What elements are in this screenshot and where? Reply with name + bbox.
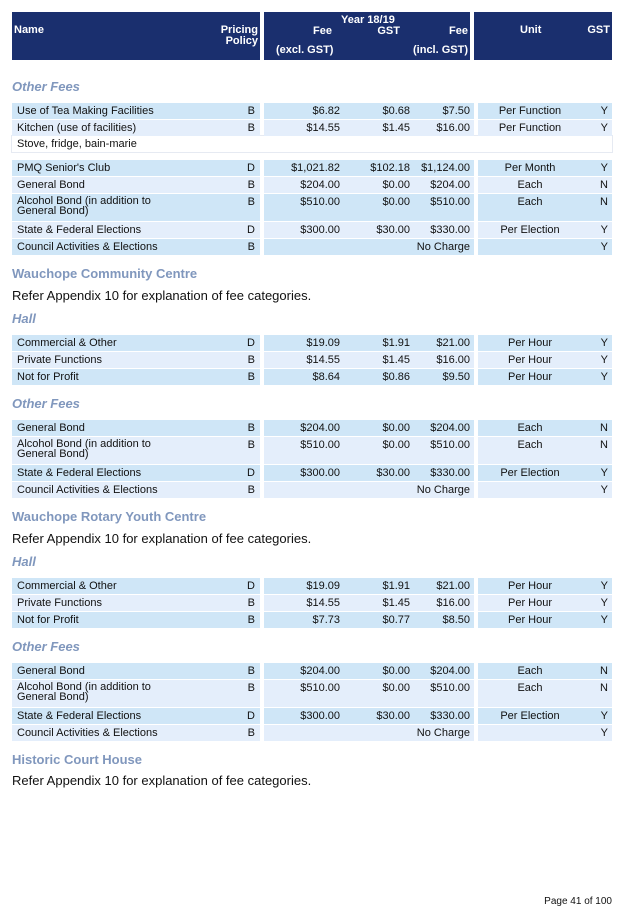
row-gst-flag: Y [600,597,608,609]
row-gst: $1.45 [382,354,410,366]
row-name-cell [12,120,260,136]
section-title-other-fees-1: Other Fees [12,79,80,94]
table-row [12,725,612,741]
row-unit-cell [478,612,612,628]
row-unit-cell [478,222,612,238]
row-fees-cell [264,680,474,707]
row-no-charge: No Charge [416,484,470,496]
row-unit: Per Hour [507,614,553,626]
row-fee-excl: $7.73 [312,614,340,626]
row-pricing-policy: B [247,665,255,677]
row-name: Not for Profit [17,371,79,383]
row-unit-cell [478,482,612,498]
row-name: Alcohol Bond (in addition to General Bond) [17,195,151,217]
row-gst-flag: N [600,682,608,694]
row-gst-flag: Y [600,337,608,349]
row-name: Use of Tea Making Facilities [17,105,154,117]
header-fee-incl-line1: Fee [449,25,468,37]
row-gst: $30.00 [376,710,410,722]
row-name: Commercial & Other [17,580,117,592]
row-name-cell [12,595,260,611]
row-gst-flag: Y [600,105,608,117]
row-gst-flag: Y [600,467,608,479]
row-gst: $0.00 [382,196,410,208]
row-unit: Per Election [500,467,560,479]
row-gst: $0.00 [382,682,410,694]
row-no-charge: No Charge [416,727,470,739]
row-name: State & Federal Elections [17,224,142,236]
row-fees-cell [264,420,474,436]
row-no-charge: No Charge [416,241,470,253]
table-row [12,352,612,368]
section-title-hall-2: Hall [12,554,36,569]
row-gst-flag: Y [600,241,608,253]
row-gst: $1.91 [382,580,410,592]
row-gst-flag: Y [600,614,608,626]
row-pricing-policy: B [247,354,255,366]
row-name: Alcohol Bond (in addition to General Bond) [17,681,151,703]
row-name-cell [12,369,260,385]
row-gst: $0.77 [382,614,410,626]
header-fee-incl-line2: (incl. GST) [413,44,468,56]
table-row [12,160,612,176]
table-header [12,12,260,60]
row-name-cell [12,103,260,119]
row-fees-cell [264,369,474,385]
table-row [12,663,612,679]
row-fees-cell [264,708,474,724]
row-fee-incl: $1,124.00 [421,162,470,174]
row-pricing-policy: B [247,422,255,434]
row-unit-cell [478,680,612,707]
header-gst-flag: GST [587,24,610,36]
row-unit: Each [517,665,543,677]
table-header-fees [264,12,470,60]
header-fee-excl-line2: (excl. GST) [276,44,334,56]
row-fees-cell [264,194,474,221]
row-unit-cell [478,663,612,679]
row-fee-excl: $14.55 [306,122,340,134]
row-pricing-policy: B [247,122,255,134]
row-fee-excl: $19.09 [306,337,340,349]
row-gst: $1.45 [382,597,410,609]
row-name: General Bond [17,422,85,434]
row-gst: $0.00 [382,665,410,677]
section-title-other-fees-2: Other Fees [12,396,80,411]
row-name-cell [12,680,260,707]
table-row [12,120,612,136]
row-unit: Per Election [500,710,560,722]
table-row [12,369,612,385]
table-row [12,612,612,628]
row-name: Council Activities & Elections [17,727,158,739]
row-name: Not for Profit [17,614,79,626]
row-unit-cell [478,437,612,464]
row-unit-cell [478,103,612,119]
venue2-refer-text: Refer Appendix 10 for explanation of fee categories. [12,531,312,546]
row-fees-cell [264,177,474,193]
row-fees-cell [264,120,474,136]
table-row [12,239,612,255]
row-unit: Each [517,439,543,451]
section-title-other-fees-3: Other Fees [12,639,80,654]
row-gst: $0.68 [382,105,410,117]
row-name-cell [12,725,260,741]
row-fee-incl: $330.00 [430,224,470,236]
row-name-cell [12,612,260,628]
row-unit: Per Function [498,105,562,117]
row-unit: Per Hour [507,354,553,366]
row-gst-flag: N [600,665,608,677]
row-gst-flag: N [600,439,608,451]
row-fee-excl: $204.00 [300,422,340,434]
table-row-note [12,136,612,152]
row-name-cell [12,239,260,255]
row-fee-excl: $300.00 [300,224,340,236]
row-fee-excl: $204.00 [300,179,340,191]
row-unit-cell [478,369,612,385]
table-row [12,420,612,436]
row-name: Council Activities & Elections [17,484,158,496]
row-name-cell [12,177,260,193]
row-fee-excl: $510.00 [300,439,340,451]
table-row [12,708,612,724]
row-fee-excl: $510.00 [300,196,340,208]
row-gst-flag: N [600,422,608,434]
row-pricing-policy: D [247,337,255,349]
row-name: State & Federal Elections [17,710,142,722]
row-fee-incl: $330.00 [430,467,470,479]
row-gst: $1.91 [382,337,410,349]
header-pricing-policy-line1: Pricing [220,24,258,36]
row-unit: Per Hour [507,337,553,349]
row-fee-incl: $510.00 [430,439,470,451]
row-pricing-policy: B [247,682,255,694]
header-year: Year 18/19 [341,14,395,26]
row-fee-incl: $16.00 [436,354,470,366]
row-pricing-policy: B [247,241,255,253]
row-gst-flag: Y [600,354,608,366]
row-name-cell [12,160,260,176]
row-name-cell [12,708,260,724]
row-fees-cell [264,437,474,464]
row-unit-cell [478,160,612,176]
row-unit-cell [478,578,612,594]
table-row [12,482,612,498]
row-unit: Each [517,682,543,694]
row-name-cell [12,420,260,436]
row-fee-incl: $510.00 [430,682,470,694]
row-gst-flag: Y [600,727,608,739]
row-gst: $0.86 [382,371,410,383]
table-row [12,222,612,238]
row-unit-cell [478,177,612,193]
row-fee-incl: $510.00 [430,196,470,208]
row-name-cell [12,352,260,368]
row-unit: Each [517,422,543,434]
row-fee-incl: $16.00 [436,122,470,134]
row-unit: Each [517,196,543,208]
row-fees-cell [264,465,474,481]
row-name: Private Functions [17,354,102,366]
row-fee-excl: $6.82 [312,105,340,117]
row-gst: $102.18 [370,162,410,174]
venue-title-historic-court-house: Historic Court House [12,752,143,767]
row-gst: $0.00 [382,179,410,191]
row-name-cell [12,482,260,498]
row-gst-flag: Y [600,122,608,134]
row-pricing-policy: D [247,710,255,722]
venue-title-wauchope-community-centre: Wauchope Community Centre [12,266,198,281]
row-name: State & Federal Elections [17,467,142,479]
row-name-cell [12,437,260,464]
table-row [12,578,612,594]
section-title-hall-1: Hall [12,311,36,326]
row-name-cell [12,194,260,221]
row-fee-incl: $16.00 [436,597,470,609]
row-gst-flag: N [600,179,608,191]
row-gst: $1.45 [382,122,410,134]
row-pricing-policy: B [247,179,255,191]
row-fees-cell [264,663,474,679]
row-fee-incl: $9.50 [442,371,470,383]
row-unit-cell [478,465,612,481]
row-pricing-policy: B [247,371,255,383]
row-gst-flag: Y [600,224,608,236]
row-unit: Per Month [504,162,556,174]
row-fees-cell [264,352,474,368]
header-gst: GST [377,25,400,37]
row-unit-cell [478,120,612,136]
table-header-unit [474,12,612,60]
row-name-cell [12,465,260,481]
row-gst: $30.00 [376,224,410,236]
row-name: Council Activities & Elections [17,241,158,253]
row-unit-cell [478,725,612,741]
row-fee-incl: $21.00 [436,580,470,592]
row-unit: Per Election [500,224,560,236]
table-row [12,194,612,221]
row-fee-excl: $300.00 [300,467,340,479]
row-fee-excl: $14.55 [306,354,340,366]
table-row [12,335,612,351]
row-pricing-policy: B [247,439,255,451]
row-fee-incl: $21.00 [436,337,470,349]
table-row [12,437,612,464]
table-row [12,680,612,707]
row-name: PMQ Senior's Club [17,162,111,174]
row-unit-cell [478,194,612,221]
row-note-text: Stove, fridge, bain-marie [17,138,137,150]
row-fees-cell [264,595,474,611]
header-name: Name [14,24,44,36]
row-fee-incl: $204.00 [430,179,470,191]
row-name: General Bond [17,665,85,677]
venue1-refer-text: Refer Appendix 10 for explanation of fee categories. [12,288,312,303]
row-fees-cell [264,612,474,628]
row-gst-flag: Y [600,371,608,383]
row-fee-incl: $204.00 [430,665,470,677]
venue3-refer-text: Refer Appendix 10 for explanation of fee categories. [12,773,312,788]
row-name: Alcohol Bond (in addition to General Bond) [17,438,151,460]
row-fee-excl: $8.64 [312,371,340,383]
table-row [12,465,612,481]
page-number: Page 41 of 100 [544,896,612,907]
row-pricing-policy: B [247,614,255,626]
row-pricing-policy: B [247,196,255,208]
table-row [12,103,612,119]
row-unit-cell [478,352,612,368]
row-fees-cell [264,482,474,498]
row-unit: Per Function [498,122,562,134]
row-fee-incl: $330.00 [430,710,470,722]
row-name: General Bond [17,179,85,191]
header-pricing-policy-line2: Policy [225,35,258,47]
row-gst-flag: Y [600,162,608,174]
row-gst: $0.00 [382,439,410,451]
row-fee-incl: $7.50 [442,105,470,117]
row-unit: Per Hour [507,371,553,383]
row-unit: Per Hour [507,597,553,609]
row-fee-excl: $19.09 [306,580,340,592]
row-fees-cell [264,335,474,351]
row-fee-excl: $300.00 [300,710,340,722]
row-fees-cell [264,103,474,119]
row-fee-incl: $8.50 [442,614,470,626]
row-fee-excl: $14.55 [306,597,340,609]
header-fee-excl-line1: Fee [313,25,332,37]
row-name-cell [12,335,260,351]
row-unit-cell [478,420,612,436]
row-pricing-policy: B [247,597,255,609]
row-gst-flag: Y [600,710,608,722]
row-pricing-policy: D [247,224,255,236]
table-row [12,177,612,193]
row-fee-excl: $1,021.82 [291,162,340,174]
row-pricing-policy: D [247,580,255,592]
table-row [12,595,612,611]
row-fees-cell [264,725,474,741]
row-pricing-policy: D [247,162,255,174]
row-pricing-policy: B [247,727,255,739]
row-fees-cell [264,239,474,255]
row-fee-excl: $510.00 [300,682,340,694]
row-name-cell [12,663,260,679]
row-pricing-policy: D [247,467,255,479]
row-unit-cell [478,595,612,611]
row-unit: Per Hour [507,580,553,592]
row-name-cell [12,222,260,238]
row-fees-cell [264,160,474,176]
row-unit-cell [478,708,612,724]
row-gst: $30.00 [376,467,410,479]
row-gst: $0.00 [382,422,410,434]
row-fees-cell [264,222,474,238]
venue-title-wauchope-rotary-youth-centre: Wauchope Rotary Youth Centre [12,509,207,524]
row-unit-cell [478,239,612,255]
row-name-cell [12,578,260,594]
row-fees-cell [264,578,474,594]
row-name: Kitchen (use of facilities) [17,122,137,134]
row-fee-excl: $204.00 [300,665,340,677]
row-gst-flag: Y [600,580,608,592]
row-name: Commercial & Other [17,337,117,349]
row-pricing-policy: B [247,484,255,496]
row-pricing-policy: B [247,105,255,117]
row-unit-cell [478,335,612,351]
row-gst-flag: N [600,196,608,208]
header-unit: Unit [520,24,542,36]
row-gst-flag: Y [600,484,608,496]
row-name: Private Functions [17,597,102,609]
row-fee-incl: $204.00 [430,422,470,434]
row-unit: Each [517,179,543,191]
